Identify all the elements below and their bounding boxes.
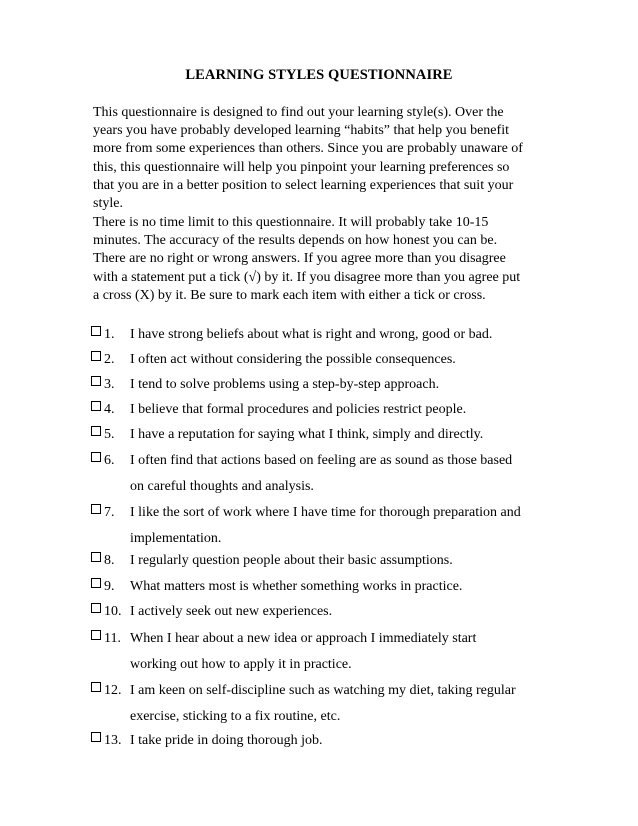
question-checkbox[interactable] bbox=[91, 401, 101, 411]
instructions-line: There are no right or wrong answers. If you agree more than you disagree bbox=[93, 251, 506, 267]
question-checkbox[interactable] bbox=[91, 682, 101, 692]
question-checkbox[interactable] bbox=[91, 426, 101, 436]
question-checkbox[interactable] bbox=[91, 326, 101, 336]
question-line: I often act without considering the possible consequences. bbox=[130, 352, 456, 367]
instructions-line: There is no time limit to this questionnaire. It will probably take 10-15 bbox=[93, 215, 489, 230]
intro-line: that you are in a better position to select learning experiences that suit your bbox=[93, 177, 514, 193]
question-line: exercise, sticking to a fix routine, etc. bbox=[130, 708, 341, 724]
question-number: 4. bbox=[104, 402, 115, 417]
question-line: I have strong beliefs about what is right and wrong, good or bad. bbox=[130, 327, 493, 342]
intro-line: This questionnaire is designed to find out your learning style(s). Over the bbox=[93, 105, 504, 120]
question-line: What matters most is whether something works in practice. bbox=[130, 579, 463, 594]
question-line: working out how to apply it in practice. bbox=[130, 656, 352, 672]
question-number: 3. bbox=[104, 377, 115, 392]
question-checkbox[interactable] bbox=[91, 351, 101, 361]
question-line: I actively seek out new experiences. bbox=[130, 604, 333, 619]
question-text bbox=[130, 599, 570, 625]
question-text bbox=[130, 448, 570, 499]
question-text bbox=[130, 500, 570, 551]
instructions-paragraph bbox=[93, 214, 563, 305]
intro-paragraph bbox=[93, 104, 563, 213]
instructions-line: with a statement put a tick (√) by it. If you disagree more than you agree put bbox=[93, 269, 521, 285]
question-number: 7. bbox=[104, 505, 115, 520]
question-item bbox=[91, 678, 561, 726]
question-number: 2. bbox=[104, 352, 115, 367]
question-item bbox=[91, 728, 561, 776]
question-text bbox=[130, 626, 570, 677]
question-checkbox[interactable] bbox=[91, 504, 101, 514]
question-line: I tend to solve problems using a step-by-step approach. bbox=[130, 377, 440, 392]
question-line: When I hear about a new idea or approach I immediately start bbox=[130, 631, 477, 646]
question-checkbox[interactable] bbox=[91, 630, 101, 640]
question-line: I take pride in doing thorough job. bbox=[130, 733, 323, 748]
question-checkbox[interactable] bbox=[91, 452, 101, 462]
question-text bbox=[130, 347, 570, 373]
question-number: 12. bbox=[104, 683, 122, 698]
question-item bbox=[91, 500, 561, 548]
question-number: 5. bbox=[104, 427, 115, 442]
question-line: on careful thoughts and analysis. bbox=[130, 478, 314, 494]
question-line: I believe that formal procedures and policies restrict people. bbox=[130, 402, 467, 417]
question-number: 6. bbox=[104, 453, 115, 468]
question-text bbox=[130, 372, 570, 398]
question-text bbox=[130, 397, 570, 423]
question-number: 13. bbox=[104, 733, 122, 748]
question-line: implementation. bbox=[130, 530, 222, 546]
question-item bbox=[91, 448, 561, 496]
question-text bbox=[130, 422, 570, 448]
question-number: 10. bbox=[104, 604, 122, 619]
question-checkbox[interactable] bbox=[91, 552, 101, 562]
question-line: I have a reputation for saying what I think, simply and directly. bbox=[130, 427, 484, 442]
intro-line: years you have probably developed learning “habits” that help you benefit bbox=[93, 123, 509, 139]
page-title: LEARNING STYLES QUESTIONNAIRE bbox=[185, 67, 453, 83]
question-line: I like the sort of work where I have time for thorough preparation and bbox=[130, 505, 521, 520]
question-checkbox[interactable] bbox=[91, 578, 101, 588]
question-number: 1. bbox=[104, 327, 115, 342]
question-number: 8. bbox=[104, 553, 115, 568]
question-item bbox=[91, 626, 561, 674]
question-line: I am keen on self-discipline such as watching my diet, taking regular bbox=[130, 683, 516, 698]
instructions-line: minutes. The accuracy of the results depends on how honest you can be. bbox=[93, 233, 498, 249]
question-line: I regularly question people about their basic assumptions. bbox=[130, 553, 453, 568]
intro-line: more from some experiences than others. Since you are probably unaware of bbox=[93, 141, 523, 157]
question-checkbox[interactable] bbox=[91, 376, 101, 386]
question-text bbox=[130, 728, 570, 754]
question-checkbox[interactable] bbox=[91, 603, 101, 613]
question-number: 11. bbox=[104, 631, 121, 646]
question-text bbox=[130, 548, 570, 574]
intro-line: style. bbox=[93, 196, 123, 212]
question-line: I often find that actions based on feeling are as sound as those based bbox=[130, 453, 513, 468]
question-checkbox[interactable] bbox=[91, 732, 101, 742]
question-text bbox=[130, 678, 570, 729]
instructions-line: a cross (X) by it. Be sure to mark each item with either a tick or cross. bbox=[93, 287, 486, 303]
question-number: 9. bbox=[104, 579, 115, 594]
question-text bbox=[130, 574, 570, 600]
intro-line: this, this questionnaire will help you pinpoint your learning preferences so bbox=[93, 159, 510, 175]
question-text bbox=[130, 322, 570, 348]
